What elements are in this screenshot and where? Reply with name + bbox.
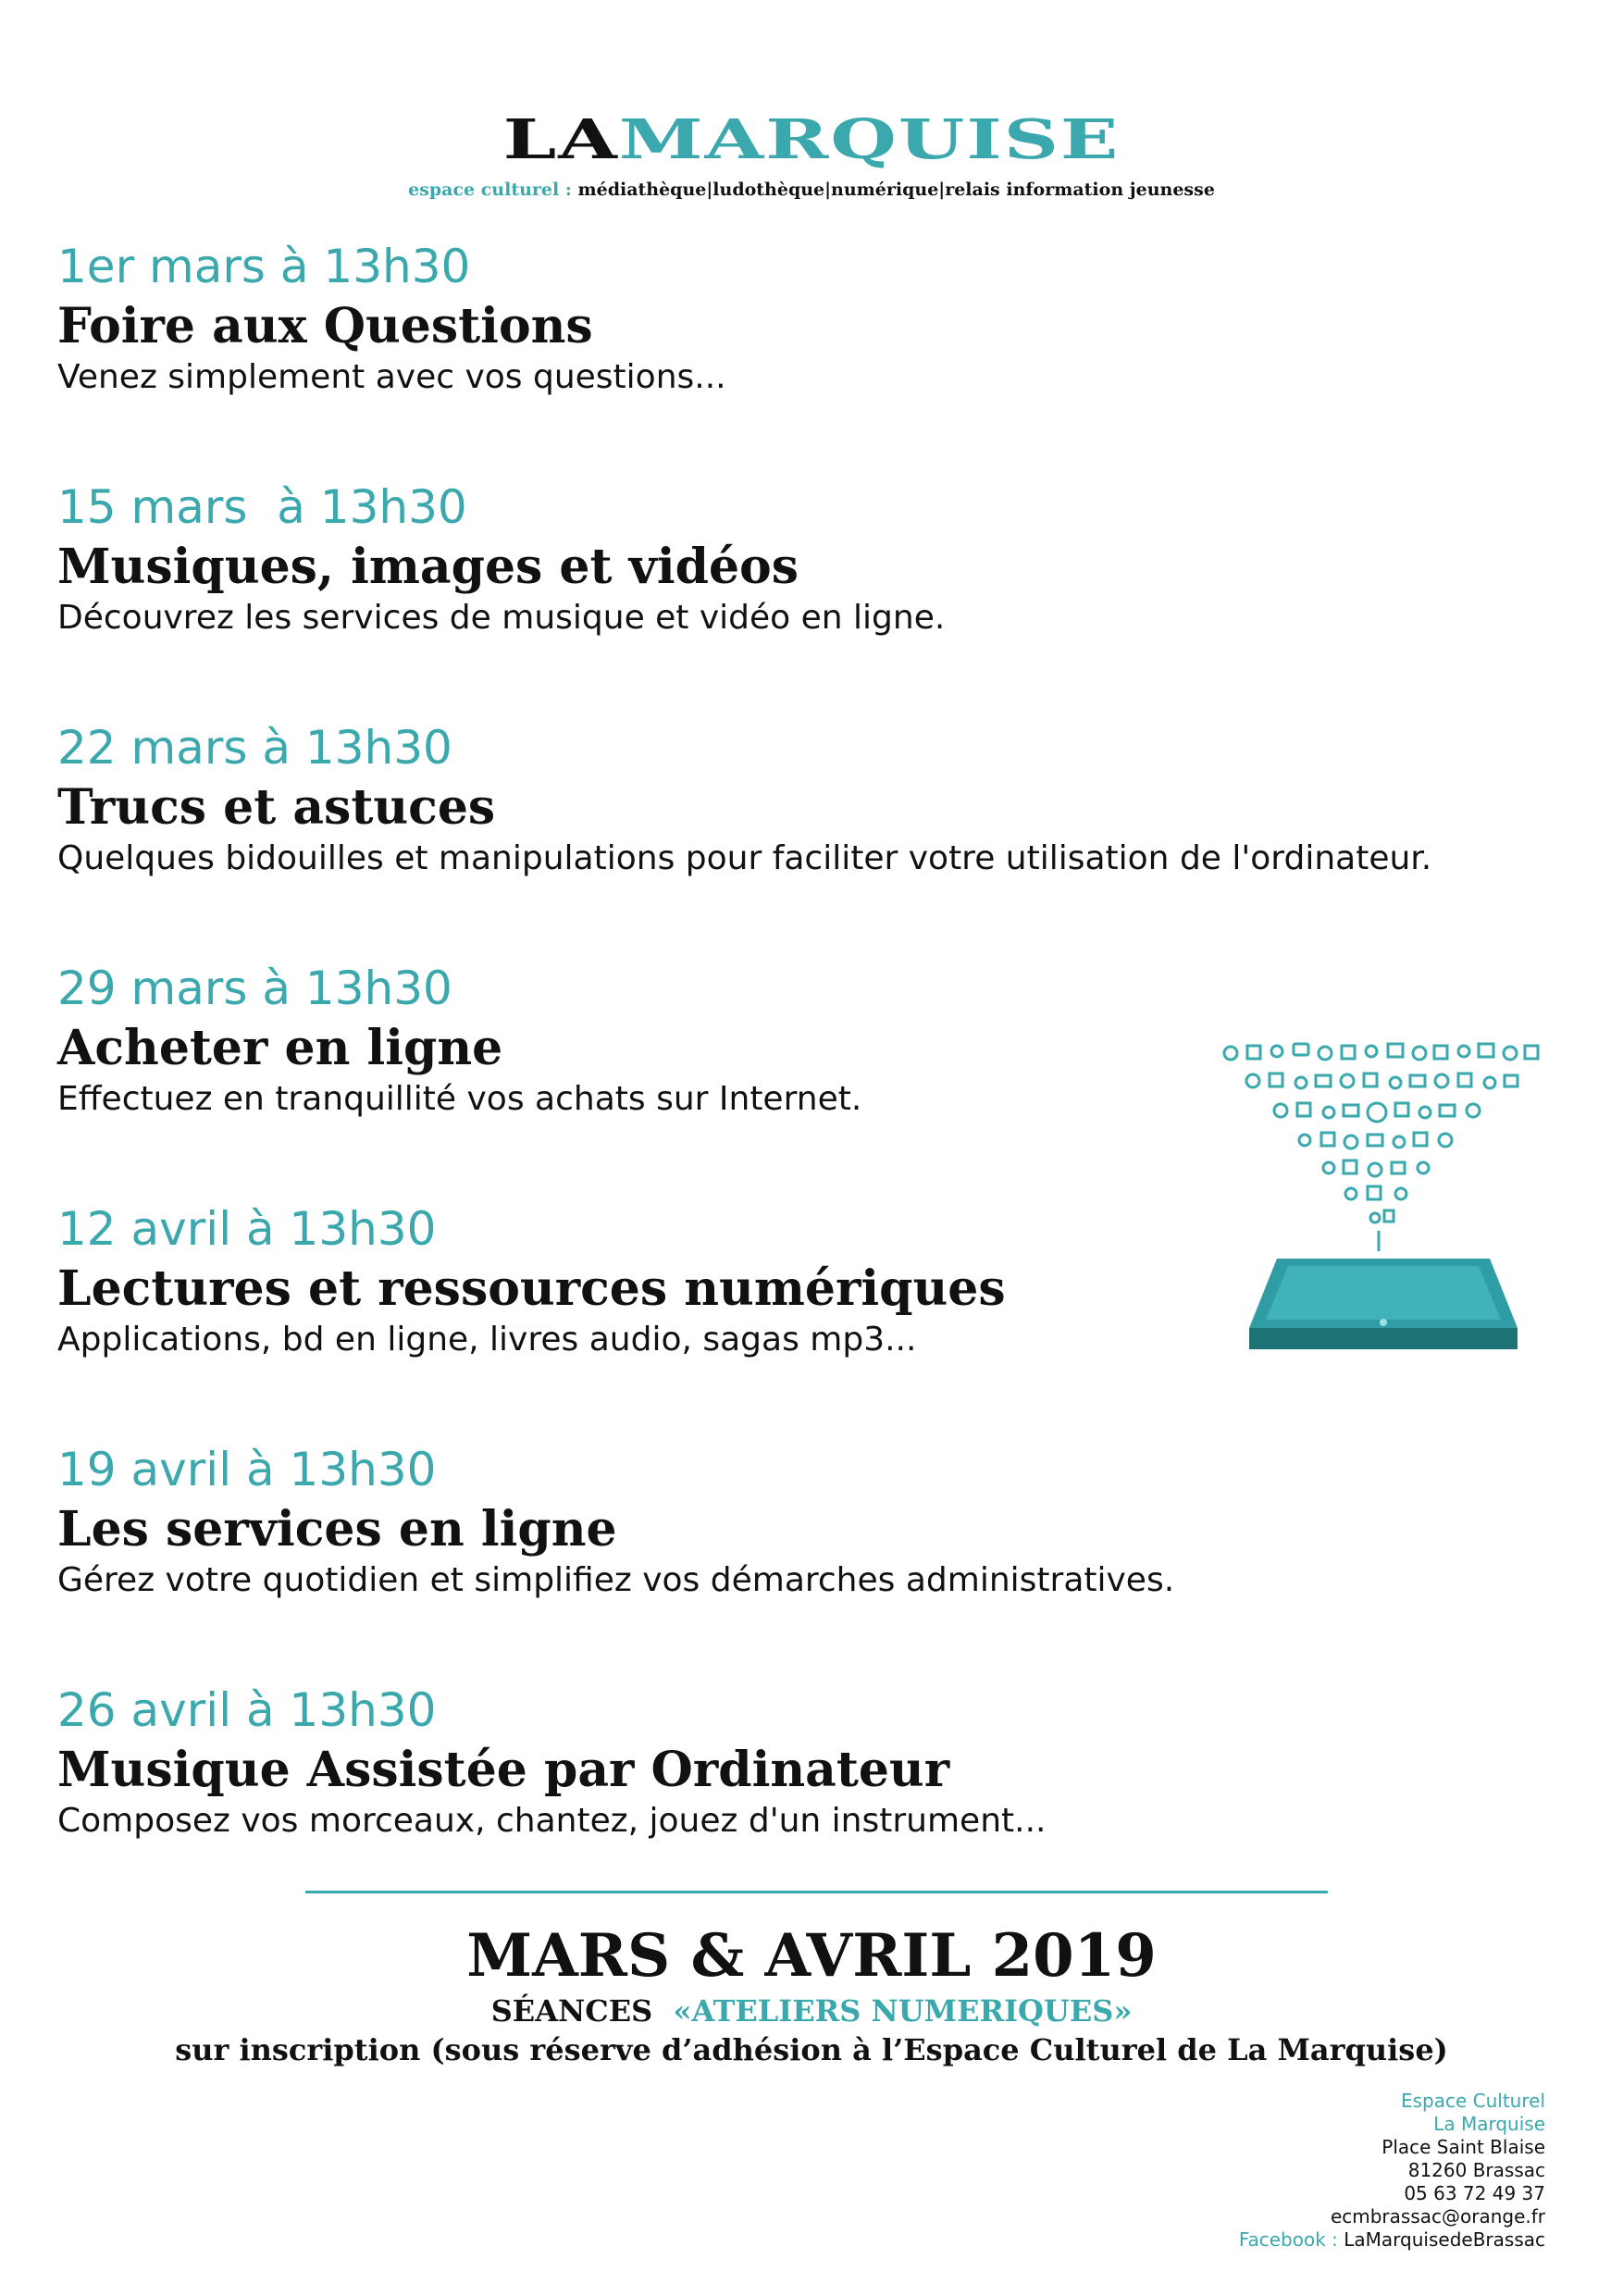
address-email: ecmbrassac@orange.fr (1330, 2205, 1545, 2228)
event-item (57, 1439, 1612, 1680)
event-title: Trucs et astuces (57, 779, 496, 836)
facebook-value: LaMarquisedeBrassac (1344, 2228, 1545, 2251)
event-date: 29 mars à 13h30 (57, 962, 452, 1015)
tablet-apps-illustration (1212, 1036, 1555, 1360)
event-date: 1er mars à 13h30 (57, 240, 471, 293)
event-title: Lectures et ressources numériques (57, 1260, 1006, 1317)
event-date: 15 mars à 13h30 (57, 480, 467, 534)
event-item (57, 477, 1612, 717)
event-item (57, 717, 1612, 958)
facebook-label: Facebook : (1238, 2228, 1338, 2251)
divider (305, 1891, 1328, 1893)
event-description: Quelques bidouilles et manipulations pour faciliter votre utilisation de l'ordinateur. (57, 839, 1432, 877)
footer-sub-highlight: «ATELIERS NUMERIQUES» (673, 1993, 1133, 2029)
event-description: Découvrez les services de musique et vidéo en ligne. (57, 599, 946, 637)
header (0, 102, 1623, 200)
event-description: Gérez votre quotidien et simplifiez vos démarches administratives. (57, 1561, 1175, 1599)
event-description: Composez vos morceaux, chantez, jouez d'un instrument... (57, 1802, 1047, 1840)
tagline (0, 180, 1623, 200)
address-line4: 81260 Brassac (1407, 2159, 1545, 2181)
event-title: Musiques, images et vidéos (57, 539, 799, 595)
event-title: Les services en ligne (57, 1501, 617, 1558)
event-item (57, 236, 1612, 477)
address-line3: Place Saint Blaise (1381, 2136, 1545, 2158)
event-date: 26 avril à 13h30 (57, 1683, 437, 1737)
footer-title: MARS & AVRIL 2019 (466, 1921, 1157, 1991)
event-description: Venez simplement avec vos questions... (57, 358, 726, 396)
event-date: 12 avril à 13h30 (57, 1202, 437, 1256)
address-phone: 05 63 72 49 37 (1404, 2182, 1545, 2204)
address-block (1239, 2090, 1545, 2252)
event-title: Acheter en ligne (57, 1020, 503, 1076)
footer-sub-prefix: SÉANCES (490, 1993, 653, 2029)
event-date: 22 mars à 13h30 (57, 721, 452, 775)
address-line1: Espace Culturel (1400, 2090, 1545, 2112)
event-item (57, 1680, 1612, 1920)
logo (502, 107, 1121, 172)
event-description: Applications, bd en ligne, livres audio, sagas mp3... (57, 1321, 917, 1359)
footer-note: sur inscription (sous réserve d’adhésion à l’Espace Culturel de La Marquise) (175, 2032, 1448, 2067)
address-facebook (1239, 2228, 1545, 2252)
logo-part-la: LA (502, 107, 619, 172)
tagline-prefix: espace culturel : (408, 180, 572, 200)
event-title: Musique Assistée par Ordinateur (57, 1742, 950, 1798)
tagline-services: médiathèque|ludothèque|numérique|relais information jeunesse (577, 180, 1215, 200)
event-date: 19 avril à 13h30 (57, 1443, 437, 1496)
footer (0, 1920, 1623, 2070)
logo-part-marquise: MARQUISE (618, 107, 1121, 172)
event-title: Foire aux Questions (57, 298, 593, 354)
address-line2: La Marquise (1433, 2113, 1545, 2135)
event-description: Effectuez en tranquillité vos achats sur Internet. (57, 1080, 862, 1118)
footer-subtitle (0, 1992, 1623, 2029)
tablet-icon (1212, 1036, 1555, 1360)
